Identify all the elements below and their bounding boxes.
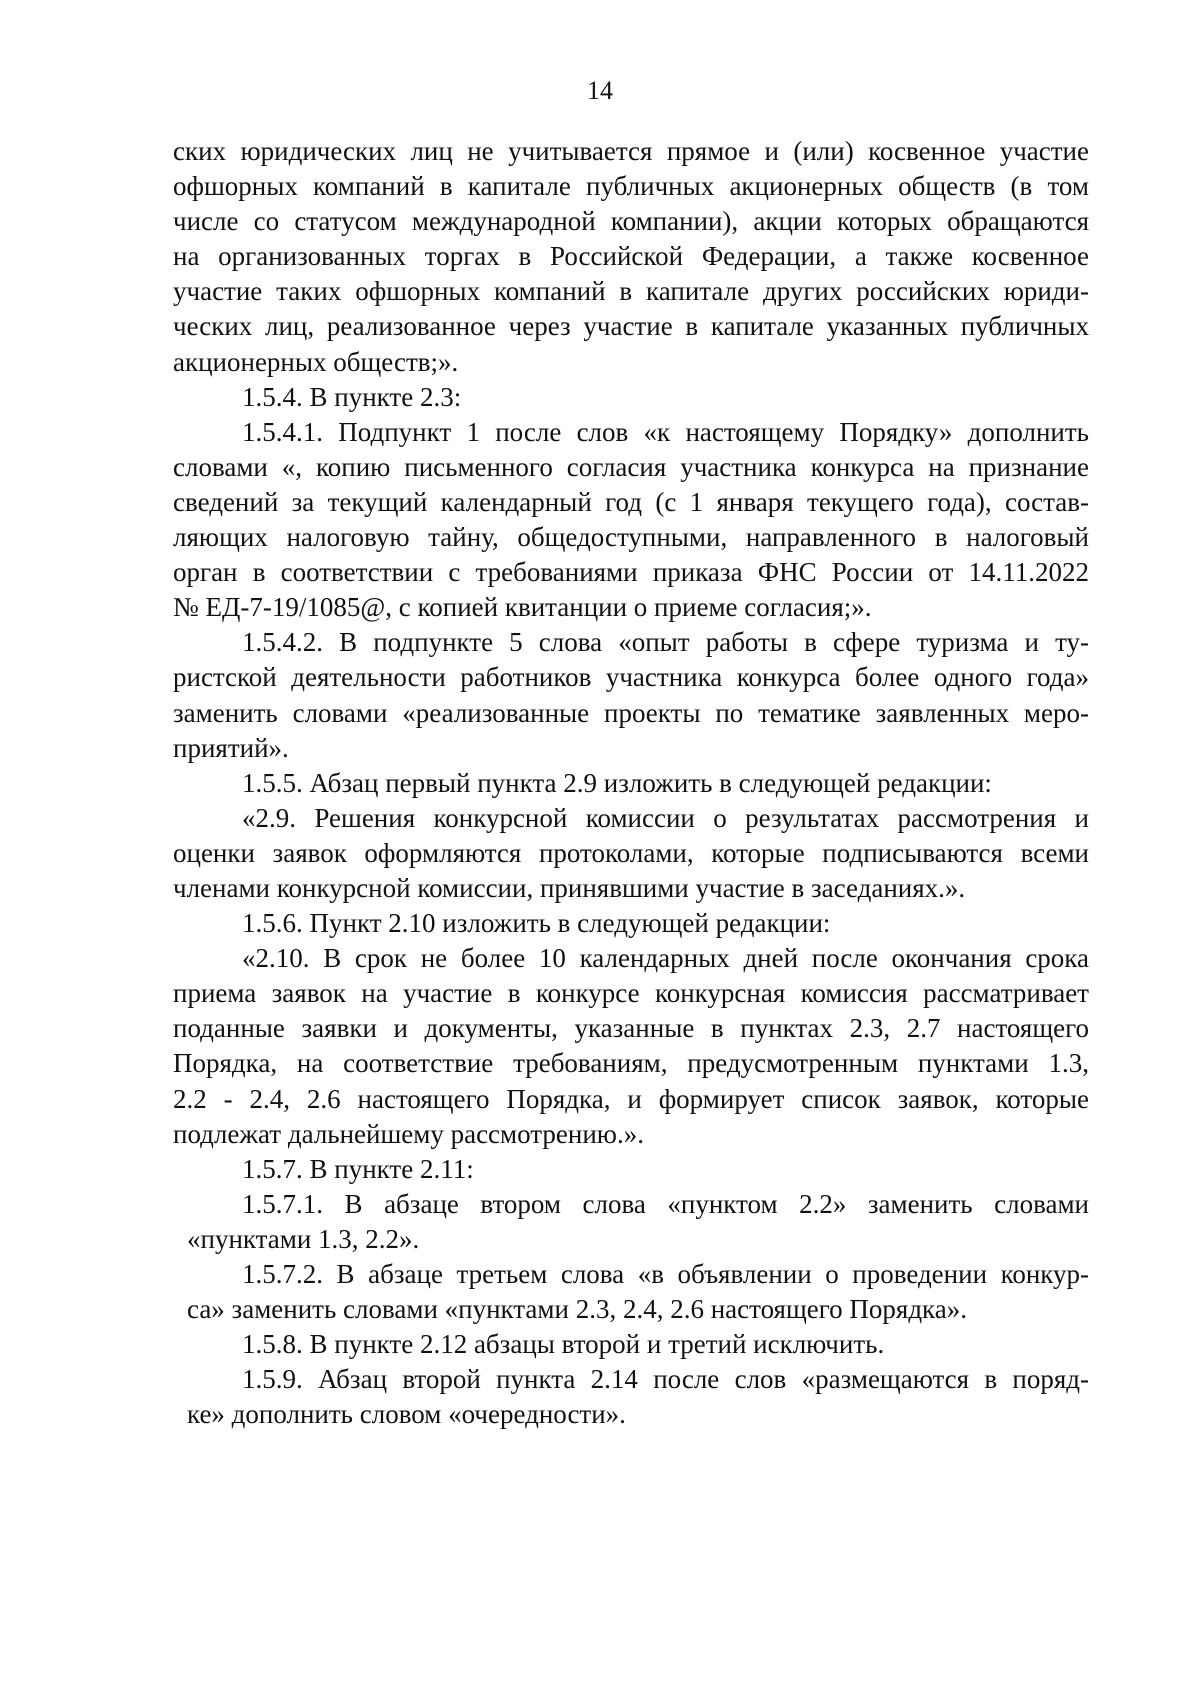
text-line: числе со статусом международной компании), акции которых обращаются xyxy=(173,206,1089,237)
text-line: на организованных торгах в Российской Федерации, а также косвенное xyxy=(173,241,1089,272)
text-line: орган в соответствии с требованиями приказа ФНС России от 14.11.2022 xyxy=(173,557,1089,588)
paragraph xyxy=(173,1327,1089,1362)
paragraph xyxy=(173,1187,1089,1257)
text-line: словами «, копию письменного согласия участника конкурса на признание xyxy=(173,451,1089,482)
document-body xyxy=(173,134,1089,1432)
text-line: № ЕД-7-19/1085@, с копией квитанции о приеме согласия;». xyxy=(173,592,872,623)
paragraph xyxy=(173,801,1089,906)
text-line: ке» дополнить словом «очередности». xyxy=(187,1399,626,1430)
text-line: 2.2 - 2.4, 2.6 настоящего Порядка, и формирует список заявок, которые xyxy=(173,1083,1089,1114)
text-line: членами конкурсной комиссии, принявшими участие в заседаниях.». xyxy=(173,872,966,903)
text-line: приятий». xyxy=(173,732,289,763)
text-line: акционерных обществ;». xyxy=(173,346,459,377)
text-line: 1.5.8. В пункте 2.12 абзацы второй и третий исключить. xyxy=(242,1329,885,1360)
paragraph xyxy=(173,625,1089,765)
text-line: ристской деятельности работников участника конкурса более одного года» xyxy=(173,662,1089,693)
paragraph xyxy=(173,380,1089,415)
text-line: заменить словами «реализованные проекты по тематике заявленных меро- xyxy=(173,697,1089,728)
paragraph xyxy=(173,1257,1089,1327)
text-line: 1.5.6. Пункт 2.10 изложить в следующей редакции: xyxy=(242,908,831,939)
text-line: 1.5.7. В пункте 2.11: xyxy=(242,1153,474,1184)
page-number: 14 xyxy=(587,76,613,105)
text-line: 1.5.7.1. В абзаце втором слова «пунктом 2.2» заменить словами xyxy=(242,1188,1089,1219)
text-line: 1.5.4.2. В подпункте 5 слова «опыт работы в сфере туризма и ту- xyxy=(242,627,1089,658)
text-line: подлежат дальнейшему рассмотрению.». xyxy=(173,1118,644,1149)
text-line: «2.9. Решения конкурсной комиссии о результатах рассмотрения и xyxy=(242,802,1089,833)
text-line: ческих лиц, реализованное через участие в капитале указанных публичных xyxy=(173,311,1089,342)
text-line: Порядка, на соответствие требованиям, предусмотренным пунктами 1.3, xyxy=(173,1048,1089,1079)
text-line: ляющих налоговую тайну, общедоступными, направленного в налоговый xyxy=(173,522,1089,553)
text-line: приема заявок на участие в конкурсе конкурсная комиссия рассматривает xyxy=(173,978,1089,1009)
paragraph xyxy=(173,1152,1089,1187)
text-line: участие таких офшорных компаний в капитале других российских юриди- xyxy=(173,276,1089,307)
text-line: 1.5.4.1. Подпункт 1 после слов «к настоящему Порядку» дополнить xyxy=(242,416,1089,447)
text-line: 1.5.4. В пункте 2.3: xyxy=(242,381,462,412)
text-line: оценки заявок оформляются протоколами, которые подписываются всеми xyxy=(173,837,1089,868)
text-line: са» заменить словами «пунктами 2.3, 2.4, 2.6 настоящего Порядка». xyxy=(187,1294,967,1325)
paragraph xyxy=(173,766,1089,801)
text-line: 1.5.5. Абзац первый пункта 2.9 изложить в следующей редакции: xyxy=(242,767,992,798)
text-line: ских юридических лиц не учитывается прямое и (или) косвенное участие xyxy=(173,136,1089,166)
text-line: «2.10. В срок не более 10 календарных дней после окончания срока xyxy=(242,943,1089,974)
text-line: поданные заявки и документы, указанные в пунктах 2.3, 2.7 настоящего xyxy=(173,1013,1089,1044)
text-line: «пунктами 1.3, 2.2». xyxy=(187,1223,420,1254)
paragraph xyxy=(173,134,1089,380)
paragraph xyxy=(173,415,1089,626)
paragraph xyxy=(173,1362,1089,1432)
paragraph xyxy=(173,941,1089,1152)
text-line: 1.5.9. Абзац второй пункта 2.14 после слов «размещаются в поряд- xyxy=(242,1364,1089,1395)
text-line: офшорных компаний в капитале публичных акционерных обществ (в том xyxy=(173,171,1089,202)
text-line: сведений за текущий календарный год (с 1 января текущего года), состав- xyxy=(173,486,1089,517)
text-line: 1.5.7.2. В абзаце третьем слова «в объявлении о проведении конкур- xyxy=(242,1259,1089,1289)
paragraph xyxy=(173,906,1089,941)
